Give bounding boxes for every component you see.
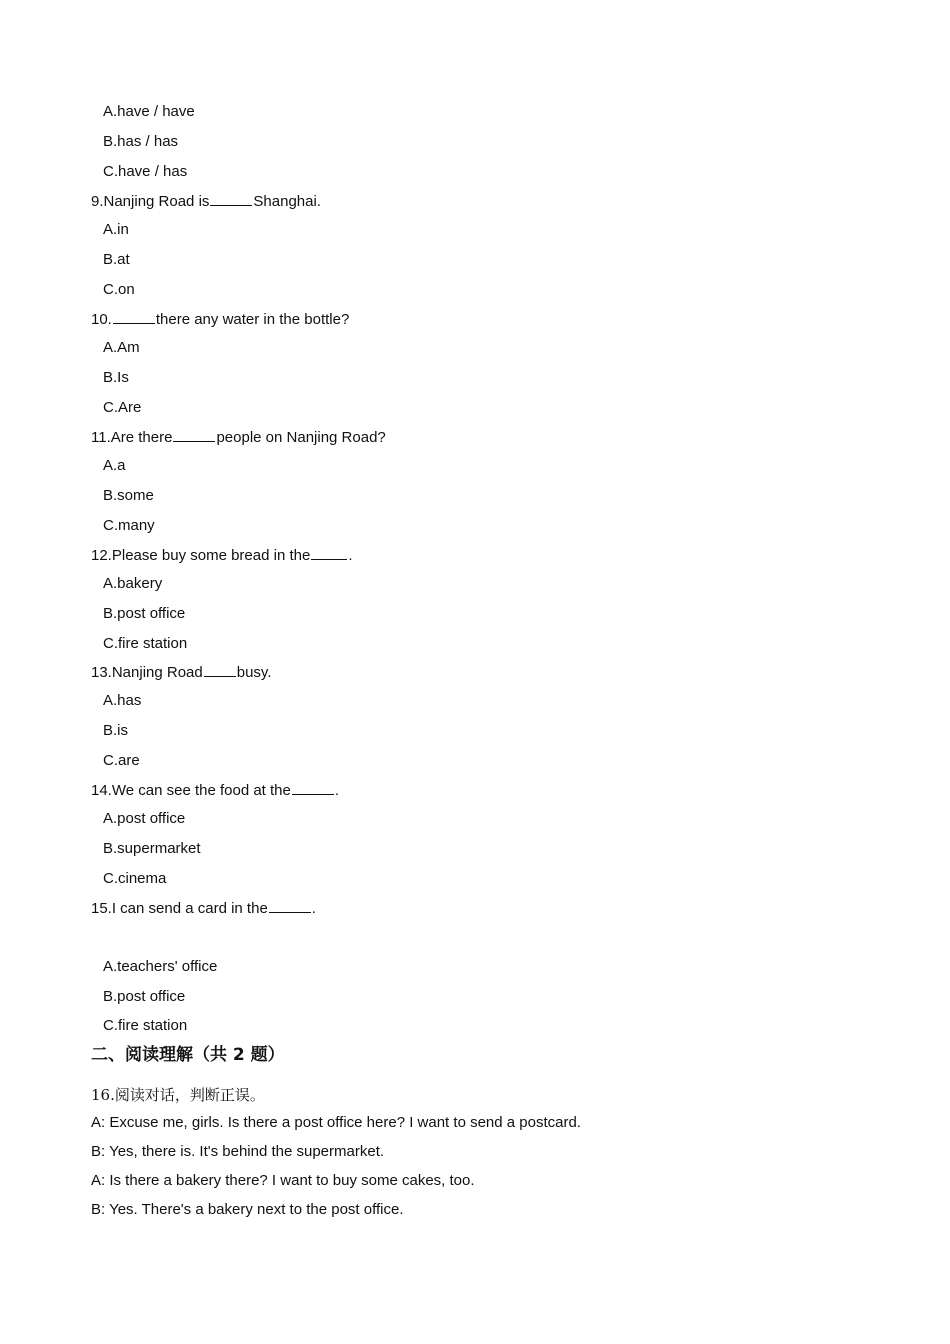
question-16-prompt: 16.阅读对话，判断正误。 [91,1086,265,1104]
answer-blank [269,898,311,913]
option-c: C.many [103,517,155,534]
question-11: 11.Are there people on Nanjing Road? [91,429,386,446]
option-c: C.Are [103,399,142,416]
option-a: A.post office [103,810,186,827]
option-a: A.a [103,457,126,474]
option-b: B.Is [103,369,129,386]
option-b: B.post office [103,605,186,622]
option-c: C.fire station [103,1017,188,1034]
option-b: B.supermarket [103,840,201,857]
dialogue-line: B: Yes. There's a bakery next to the post office. [91,1201,404,1218]
question-12: 12.Please buy some bread in the . [91,547,353,564]
answer-blank [113,309,155,324]
section-title: 二、阅读理解（共 2 题） [91,1045,285,1065]
dialogue-line: A: Is there a bakery there? I want to buy some cakes, too. [91,1172,475,1189]
answer-blank [292,780,334,795]
option-c: C.have / has [103,163,188,180]
question-9: 9.Nanjing Road is Shanghai. [91,193,321,210]
option-b: B.at [103,251,130,268]
option-a: A.in [103,221,129,238]
option-c: C.fire station [103,635,188,652]
option-a: A.has [103,692,142,709]
question-13: 13.Nanjing Road busy. [91,664,272,681]
answer-blank [173,427,215,442]
dialogue-line: A: Excuse me, girls. Is there a post office here? I want to send a postcard. [91,1114,581,1131]
question-14: 14.We can see the food at the . [91,782,340,799]
option-b: B.is [103,722,129,739]
option-b: B.post office [103,988,186,1005]
option-c: C.are [103,752,140,769]
question-10: 10. there any water in the bottle? [91,311,350,328]
answer-blank [204,662,236,677]
dialogue-line: B: Yes, there is. It's behind the supermarket. [91,1143,385,1160]
answer-blank [210,191,252,206]
option-b: B.has / has [103,133,179,150]
option-c: C.on [103,281,135,298]
option-a: A.Am [103,339,140,356]
question-15: 15.I can send a card in the . [91,900,316,917]
option-a: A.have / have [103,103,195,120]
answer-blank [311,545,347,560]
option-b: B.some [103,487,154,504]
option-a: A.bakery [103,575,163,592]
option-a: A.teachers' office [103,958,218,975]
option-c: C.cinema [103,870,167,887]
